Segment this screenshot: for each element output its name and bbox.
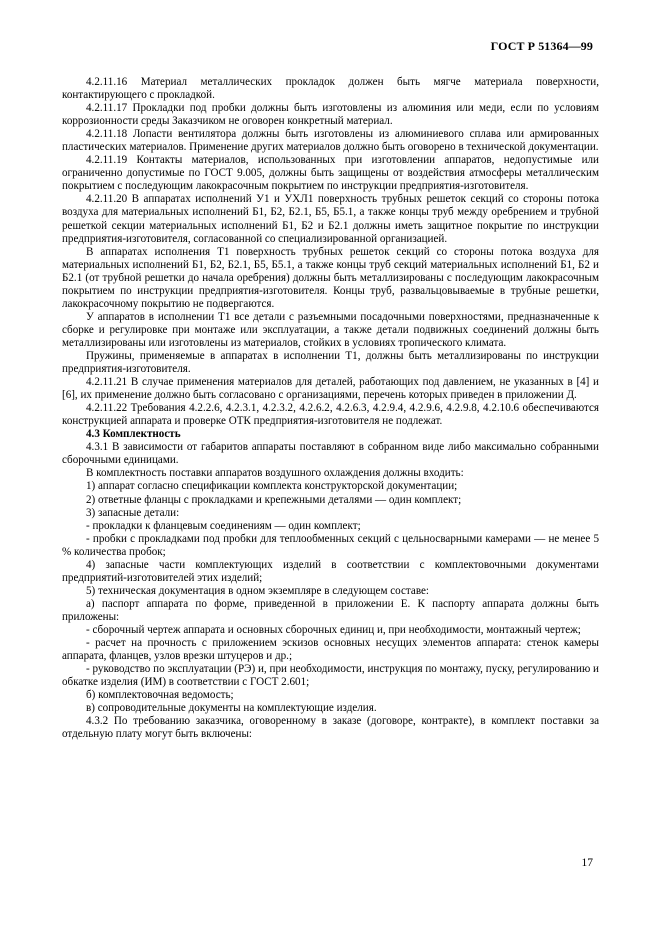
paragraph: 4.2.11.22 Требования 4.2.2.6, 4.2.3.1, 4.2.3.2, 4.2.6.2, 4.2.6.3, 4.2.9.4, 4.2.9.6, 4.2.9.8, 4.2.10.6 обеспечиваются конструкцией аппарата и проверке ОТК предприятия-изготовителя не подлежат. xyxy=(62,402,599,428)
paragraph: 4.3.2 По требованию заказчика, оговоренному в заказе (договоре, контракте), в комплект поставки за отдельную плату могут быть включены: xyxy=(62,715,599,741)
paragraph: б) комплектовочная ведомость; xyxy=(86,689,234,702)
paragraph: 3) запасные детали: xyxy=(86,506,180,519)
paragraph: 4.2.11.21 В случае применения материалов для деталей, работающих под давлением, не указанных в [4] и [6], их применение должно быть согласовано с организациями, перечень которых приведен в приложении Д. xyxy=(62,376,599,402)
paragraph: - расчет на прочность с приложением эскизов основных несущих элементов аппарата: стенок камеры аппарата, фланцев, узлов врезки штуцеров и др.; xyxy=(62,637,599,663)
section-heading: 4.3 Комплектность xyxy=(86,428,181,441)
paragraph: 4.2.11.16 Материал металлических прокладок должен быть мягче материала поверхности, контактирующего с прокладкой. xyxy=(62,76,599,102)
paragraph: 4.2.11.19 Контакты материалов, использованных при изготовлении аппаратов, недопустимые или ограниченно допустимые по ГОСТ 9.005, должны быть защищены от воздействия атмосферы металлическим покрытием с последующим лакокрасочным покрытием по инструкции предприятия-изготовителя. xyxy=(62,154,599,193)
paragraph: 4.3.1 В зависимости от габаритов аппараты поставляют в собранном виде либо максимально собранными сборочными единицами. xyxy=(62,441,599,467)
paragraph: в) сопроводительные документы на комплектующие изделия. xyxy=(86,702,377,715)
paragraph: - руководство по эксплуатации (РЭ) и, при необходимости, инструкция по монтажу, пуску, регулированию и обкатке изделия (ИМ) в соответствии с ГОСТ 2.601; xyxy=(62,663,599,689)
paragraph: 4.2.11.20 В аппаратах исполнений У1 и УХЛ1 поверхность трубных решеток секций со стороны потока воздуха для материальных исполнений Б1, Б2, Б2.1, Б5, Б5.1, а также концы труб между оребрением и трубной решеткой секции материальных исполнений Б1, Б2 и Б2.1 должны иметь защитное покрытие по инструкции предприятия-изготовителя, согласованной со специализированной организацией. xyxy=(62,193,599,245)
paragraph: В аппаратах исполнения Т1 поверхность трубных решеток секций со стороны потока воздуха для материальных исполнений Б1, Б2, Б2.1, Б5, Б5.1, а также концы труб секций материальных исполнений Б1, Б2 и Б2.1 (от трубной решетки до начала оребрения) должны быть металлизированы с последующим лакокрасочным покрытием по инструкции предприятия-изготовителя. Концы труб, развальцовываемые в трубные решетки, лакокрасочному покрытию не подвергаются. xyxy=(62,245,599,310)
document-body xyxy=(62,76,599,741)
paragraph: 1) аппарат согласно спецификации комплекта конструкторской документации; xyxy=(86,480,458,493)
paragraph: - сборочный чертеж аппарата и основных сборочных единиц и, при необходимости, монтажный чертеж; xyxy=(86,623,581,636)
page-number: 17 xyxy=(581,857,593,869)
paragraph: 4.2.11.18 Лопасти вентилятора должны быть изготовлены из алюминиевого сплава или армированных пластических материалов. Применение других материалов должно быть оговорено в технической документации. xyxy=(62,128,599,154)
paragraph: 4.2.11.17 Прокладки под пробки должны быть изготовлены из алюминия или меди, если по условиям коррозионности среды Заказчиком не оговорен конкретный материал. xyxy=(62,102,599,128)
paragraph: Пружины, применяемые в аппаратах в исполнении Т1, должны быть металлизированы по инструкции предприятия-изготовителя. xyxy=(62,349,599,376)
standard-header: ГОСТ Р 51364—99 xyxy=(490,39,593,53)
paragraph: 5) техническая документация в одном экземпляре в следующем составе: xyxy=(86,584,429,597)
paragraph: 4) запасные части комплектующих изделий в соответствии с комплектовочными документами предприятий-изготовителей этих изделий; xyxy=(62,558,599,584)
paragraph: 2) ответные фланцы с прокладками и крепежными деталями — один комплект; xyxy=(86,493,462,506)
paragraph: а) паспорт аппарата по форме, приведенной в приложении Е. К паспорту аппарата должны быть приложены: xyxy=(62,597,599,623)
paragraph: - прокладки к фланцевым соединениям — один комплект; xyxy=(86,519,361,532)
paragraph: В комплектность поставки аппаратов воздушного охлаждения должны входить: xyxy=(86,467,464,480)
paragraph: У аппаратов в исполнении Т1 все детали с разъемными посадочными поверхностями, предназначенные к сборке и регулировке при монтаже или эксплуатации, а также детали подвижных соединений должны быть металлизированы или изготовлены из материалов, стойких в условиях тропического климата. xyxy=(62,310,599,349)
paragraph: - пробки с прокладками под пробки для теплообменных секций с цельносварными камерами — не менее 5 % количества пробок; xyxy=(62,532,599,558)
